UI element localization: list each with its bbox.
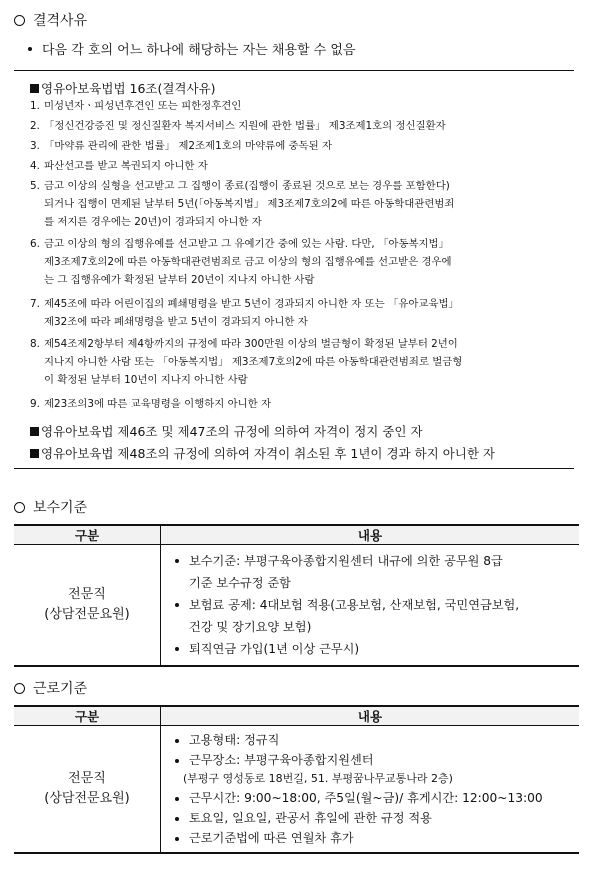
list-item	[161, 750, 579, 770]
bullet-dot-icon	[175, 647, 179, 651]
square-bullet-icon	[30, 449, 39, 458]
list-item	[30, 335, 570, 389]
category-label: 전문직	[68, 771, 106, 786]
list-item	[30, 97, 570, 115]
law-heading-16	[30, 79, 216, 97]
item-text-cont: 건강 및 장기요양 보험)	[189, 620, 312, 634]
item-text: 미성년자ㆍ피성년후견인 또는 피한정후견인	[44, 100, 242, 112]
list-item	[161, 788, 579, 808]
item-text-cont: 되거나 집행이 면제된 날부터 5년(「아동복지법」 제3조제7호의2에 따른 아동학대관련범죄	[44, 198, 455, 210]
law-heading-46-text: 영유아보육법 제46조 및 제47조의 규정에 의하여 자격이 정지 중인 자	[41, 424, 423, 439]
item-text: 제45조에 따라 어린이집의 폐쇄명령을 받고 5년이 경과되지 아니한 자 또는 「유아교육법」	[44, 298, 459, 310]
item-text: 보험료 공제: 4대보험 적용(고용보험, 산재보험, 국민연금보험,	[189, 598, 520, 612]
item-text: 보수기준: 부평구육아종합지원센터 내규에 의한 공무원 8급	[189, 554, 503, 568]
law-heading-46	[30, 422, 423, 440]
bullet-dot-icon	[175, 559, 179, 563]
item-text-cont: 지나지 아니한 사람 또는 「아동복지법」 제3조제7호의2에 따른 아동학대관련범죄로 벌금형	[44, 356, 463, 368]
item-number: 1.	[30, 100, 40, 112]
list-item	[30, 177, 570, 231]
item-number: 8.	[30, 338, 40, 350]
item-text: 금고 이상의 실형을 선고받고 그 집행이 종료(집행이 종료된 것으로 보는 경우를 포함한다)	[44, 180, 450, 192]
intro-bullet	[28, 39, 355, 58]
category-cell	[14, 545, 161, 667]
item-text: 고용형태: 정규직	[189, 733, 280, 747]
category-cell	[14, 726, 161, 854]
item-text: 근무시간: 9:00~18:00, 주5일(월~금)/ 휴게시간: 12:00~13:00	[189, 791, 543, 805]
item-text: 파산선고를 받고 복권되지 아니한 자	[44, 160, 208, 172]
bullet-dot-icon	[175, 837, 179, 841]
column-header-content: 내용	[161, 706, 580, 726]
column-header-content: 내용	[161, 525, 580, 545]
list-item	[161, 594, 579, 638]
list-item	[30, 295, 570, 331]
circle-bullet-icon	[14, 15, 25, 26]
item-text-cont: 제32조에 따라 폐쇄명령을 받고 5년이 경과되지 아니한 자	[44, 316, 308, 328]
pay-table	[14, 524, 579, 667]
section-title-work	[14, 678, 87, 698]
list-item	[30, 395, 570, 413]
column-header-category: 구분	[14, 525, 161, 545]
circle-bullet-icon	[14, 502, 25, 513]
law-heading-16-text: 영유아보육법법 16조(결격사유)	[41, 81, 216, 96]
content-cell	[161, 545, 580, 667]
bullet-dot-icon	[175, 603, 179, 607]
item-text-cont: 제3조제7호의2에 따른 아동학대관련범죄로 금고 이상의 형의 집행유예를 선고받은 경우에	[44, 256, 452, 268]
bullet-dot-icon	[175, 797, 179, 801]
item-text: 근무장소: 부평구육아종합지원센터	[189, 753, 374, 767]
item-number: 9.	[30, 398, 40, 410]
section-title-disqualification	[14, 10, 87, 30]
table-row	[14, 545, 579, 667]
item-text-cont: 이 확정된 날부터 10년이 지나지 아니한 사람	[44, 374, 248, 386]
work-table	[14, 705, 579, 854]
item-text-cont: 기준 보수규정 준함	[189, 576, 291, 590]
item-text: 제23조의3에 따른 교육명령을 이행하지 아니한 자	[44, 398, 272, 410]
table-header-row	[14, 525, 579, 545]
bullet-dot-icon	[28, 47, 32, 51]
content-cell	[161, 726, 580, 854]
item-text-cont: 는 그 집행유예가 확정된 날부터 20년이 지나지 아니한 사람	[44, 274, 315, 286]
address-note: (부평구 영성동로 18번길, 51. 부평꿈나무교통나라 2층)	[183, 772, 453, 785]
bullet-dot-icon	[175, 817, 179, 821]
item-text-cont: 를 저지른 경우에는 20년)이 경과되지 아니한 자	[44, 216, 262, 228]
item-text: 퇴직연금 가입(1년 이상 근무시)	[189, 642, 360, 656]
table-header-row	[14, 706, 579, 726]
divider-bottom	[14, 468, 574, 469]
list-item	[161, 808, 579, 828]
category-label: 전문직	[68, 587, 106, 602]
circle-bullet-icon	[14, 683, 25, 694]
section-title-pay	[14, 497, 87, 517]
item-text: 제54조제2항부터 제4항까지의 규정에 따라 300만원 이상의 벌금형이 확정된 날부터 2년이	[44, 338, 458, 350]
list-item	[30, 157, 570, 175]
law-heading-48-text: 영유아보육법 제48조의 규정에 의하여 자격이 취소된 후 1년이 경과 하지 아니한 자	[41, 446, 495, 461]
item-number: 6.	[30, 238, 40, 250]
item-number: 2.	[30, 120, 40, 132]
item-text: 토요일, 일요일, 관공서 휴일에 관한 규정 적용	[189, 811, 432, 825]
category-sublabel: (상담전문요원)	[44, 607, 130, 622]
list-item	[30, 137, 570, 155]
list-item	[161, 730, 579, 750]
item-number: 5.	[30, 180, 40, 192]
item-text: 「마약류 관리에 관한 법률」 제2조제1호의 마약류에 중독된 자	[44, 140, 332, 152]
law-heading-48	[30, 444, 495, 462]
list-item	[161, 638, 579, 660]
list-item	[161, 550, 579, 594]
section-title-text: 결격사유	[33, 13, 88, 29]
list-item	[161, 828, 579, 848]
item-text: 금고 이상의 형의 집행유예를 선고받고 그 유예기간 중에 있는 사람. 다만, 「아동복지법」	[44, 238, 449, 250]
table-row	[14, 726, 579, 854]
item-number: 4.	[30, 160, 40, 172]
bullet-dot-icon	[175, 759, 179, 763]
column-header-category: 구분	[14, 706, 161, 726]
square-bullet-icon	[30, 427, 39, 436]
item-text: 근로기준법에 따른 연월차 휴가	[189, 831, 354, 845]
item-text: 「정신건강증진 및 정신질환자 복지서비스 지원에 관한 법률」 제3조제1호의 정신질환자	[44, 120, 446, 132]
bullet-dot-icon	[175, 739, 179, 743]
section-title-text: 보수기준	[33, 500, 88, 516]
intro-bullet-text: 다음 각 호의 어느 하나에 해당하는 자는 채용할 수 없음	[42, 43, 356, 58]
category-sublabel: (상담전문요원)	[44, 791, 130, 806]
section-title-text: 근로기준	[33, 681, 88, 697]
item-number: 3.	[30, 140, 40, 152]
item-number: 7.	[30, 298, 40, 310]
divider-top	[14, 70, 574, 71]
list-item	[30, 235, 570, 289]
list-item	[30, 117, 570, 135]
square-bullet-icon	[30, 84, 39, 93]
